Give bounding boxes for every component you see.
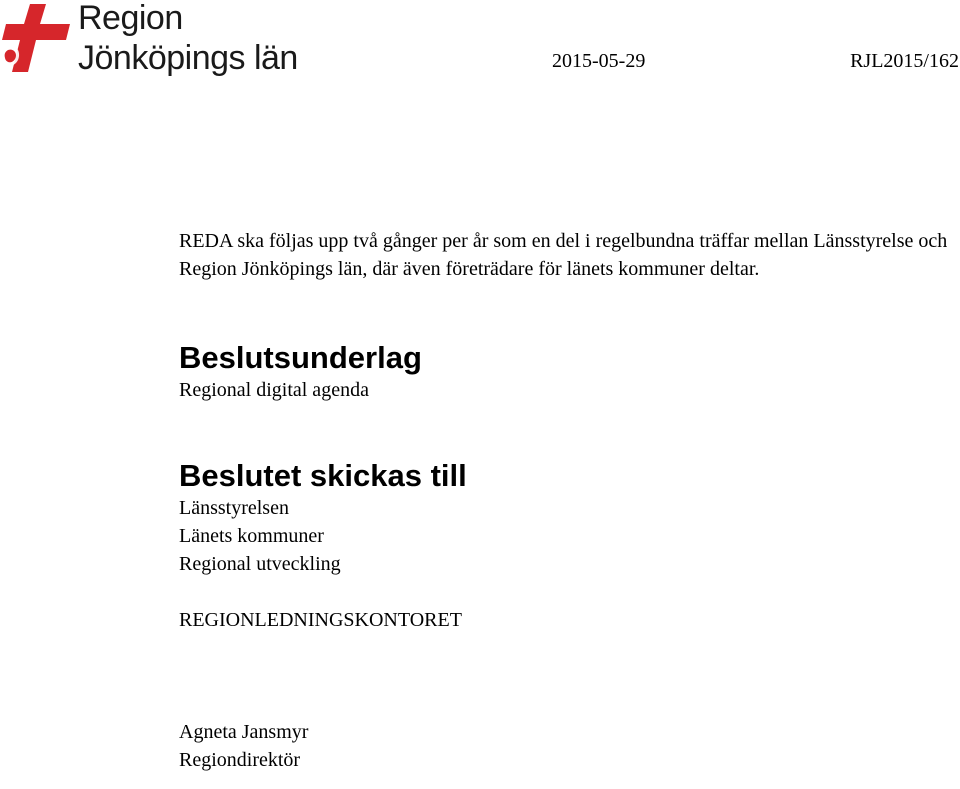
document-date: 2015-05-29 [552,50,646,72]
body-paragraph: REDA ska följas upp två gånger per år som en del i regelbundna träffar mellan Länsstyrelse och Region Jönköpings län, där även företrädare för länets kommuner deltar. [179,230,948,280]
recipient-item: Länets kommuner [179,525,324,547]
decision-basis-heading: Beslutsunderlag [179,340,422,375]
logo-text-region: Region [78,0,183,37]
decision-basis-item: Regional digital agenda [179,379,369,401]
logo-text-county: Jönköpings län [78,39,298,77]
region-cross-icon [0,2,72,74]
signatory-name: Agneta Jansmyr [179,721,309,743]
recipient-item: Regional utveckling [179,553,341,575]
document-body [179,227,949,774]
recipients-heading: Beslutet skickas till [179,458,467,493]
region-logo [0,0,310,80]
document-number: RJL2015/162 [850,50,959,72]
recipient-item: Länsstyrelsen [179,497,289,519]
organization-name: REGIONLEDNINGSKONTORET [179,609,462,631]
signatory-title: Regiondirektör [179,749,301,771]
